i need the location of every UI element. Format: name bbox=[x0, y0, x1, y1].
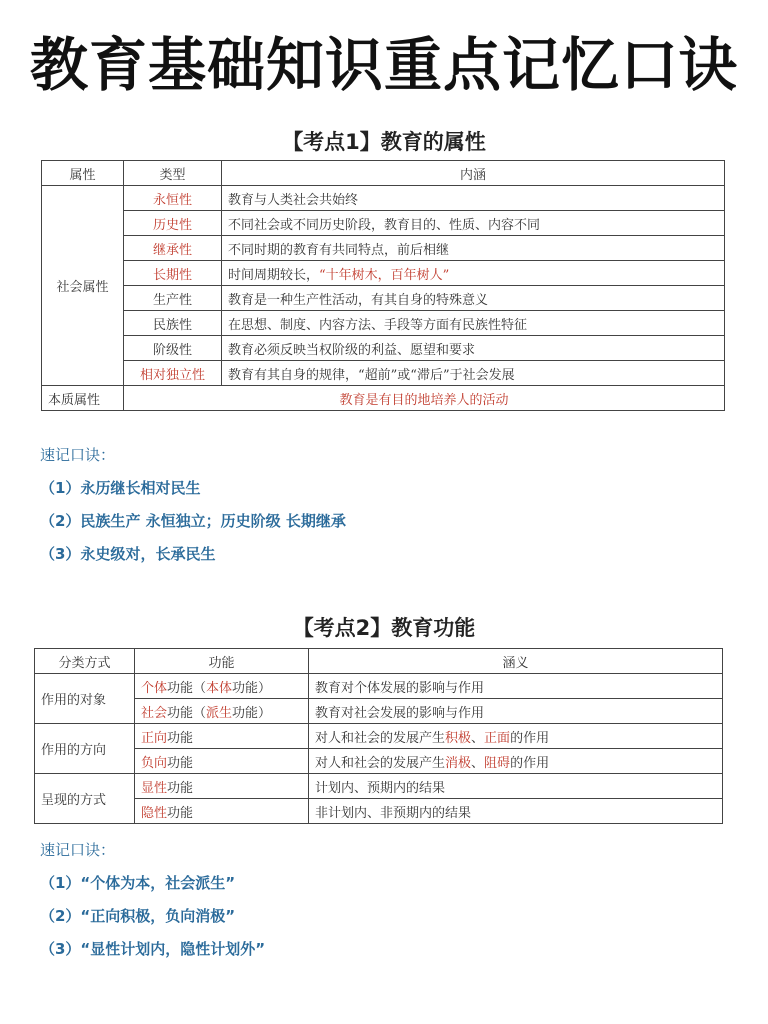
group-label-social: 社会属性 bbox=[42, 186, 124, 386]
header-function: 功能 bbox=[135, 649, 309, 674]
meaning-cell: 在思想、制度、内容方法、手段等方面有民族性特征 bbox=[222, 311, 725, 336]
meaning-cell bbox=[309, 799, 723, 824]
function-text: 功能） bbox=[232, 680, 272, 696]
meaning-highlight: 正面 bbox=[484, 730, 511, 746]
meaning-text: 对人和社会的发展产生 bbox=[315, 755, 446, 771]
meaning-text: 教育对个体发展的影响与作用 bbox=[315, 680, 485, 696]
function-text: 功能 bbox=[167, 730, 194, 746]
table-row bbox=[35, 749, 723, 774]
meaning-cell bbox=[309, 774, 723, 799]
type-cell: 继承性 bbox=[124, 236, 222, 261]
group-label: 作用的方向 bbox=[35, 724, 135, 774]
type-cell: 历史性 bbox=[124, 211, 222, 236]
function-text: 功能） bbox=[232, 705, 272, 721]
function-key: 个体 bbox=[141, 680, 168, 696]
meaning-text: 的作用 bbox=[510, 755, 550, 771]
table-row bbox=[42, 186, 725, 211]
recall-title-1: 速记口诀： bbox=[40, 446, 116, 464]
meaning-cell bbox=[222, 261, 725, 286]
header-meaning: 内涵 bbox=[222, 161, 725, 186]
function-text: 功能（ bbox=[167, 680, 207, 696]
function-text: 功能 bbox=[167, 780, 194, 796]
function-cell bbox=[135, 799, 309, 824]
header-meaning: 涵义 bbox=[309, 649, 723, 674]
meaning-cell: 不同时期的教育有共同特点，前后相继 bbox=[222, 236, 725, 261]
function-key: 社会 bbox=[141, 705, 168, 721]
type-cell: 长期性 bbox=[124, 261, 222, 286]
function-cell bbox=[135, 724, 309, 749]
meaning-cell bbox=[309, 724, 723, 749]
meaning-highlight: “十年树木，百年树人” bbox=[319, 267, 450, 283]
table-row bbox=[42, 311, 725, 336]
meaning-highlight: 阻碍 bbox=[484, 755, 511, 771]
table-row bbox=[35, 724, 723, 749]
recall-line-1-1: （1）永历继长相对民生 bbox=[40, 479, 201, 497]
type-cell: 永恒性 bbox=[124, 186, 222, 211]
recall-line-2-1: （1）“个体为本，社会派生” bbox=[40, 874, 236, 892]
section1-title: 【考点1】教育的属性 bbox=[282, 130, 486, 154]
table-header-row bbox=[35, 649, 723, 674]
table-row bbox=[42, 361, 725, 386]
meaning-cell: 教育是一种生产性活动，有其自身的特殊意义 bbox=[222, 286, 725, 311]
header-type: 类型 bbox=[124, 161, 222, 186]
table-row bbox=[42, 286, 725, 311]
function-key: 正向 bbox=[141, 730, 168, 746]
table-row bbox=[35, 774, 723, 799]
function-text: 功能 bbox=[167, 805, 194, 821]
meaning-cell: 教育有其自身的规律，“超前”或“滞后”于社会发展 bbox=[222, 361, 725, 386]
meaning-text: 的作用 bbox=[510, 730, 550, 746]
recall-line-2-3: （3）“显性计划内，隐性计划外” bbox=[40, 940, 266, 958]
function-alias: 本体 bbox=[206, 680, 233, 696]
function-key: 显性 bbox=[141, 780, 168, 796]
meaning-text: 、 bbox=[471, 730, 485, 746]
header-classification: 分类方式 bbox=[35, 649, 135, 674]
meaning-text: 非计划内、非预期内的结果 bbox=[315, 805, 472, 821]
type-cell: 生产性 bbox=[124, 286, 222, 311]
function-cell bbox=[135, 699, 309, 724]
type-cell: 阶级性 bbox=[124, 336, 222, 361]
recall-line-1-3: （3）永史级对，长承民生 bbox=[40, 545, 216, 563]
attributes-table bbox=[41, 160, 725, 411]
function-cell bbox=[135, 749, 309, 774]
function-key: 隐性 bbox=[141, 805, 168, 821]
function-text: 功能（ bbox=[167, 705, 207, 721]
meaning-highlight: 消极 bbox=[445, 755, 472, 771]
section2-title: 【考点2】教育功能 bbox=[292, 616, 476, 640]
group-label-essence: 本质属性 bbox=[42, 386, 124, 411]
meaning-cell: 教育与人类社会共始终 bbox=[222, 186, 725, 211]
meaning-cell bbox=[309, 674, 723, 699]
meaning-text: 、 bbox=[471, 755, 485, 771]
type-cell: 相对独立性 bbox=[124, 361, 222, 386]
table-row bbox=[35, 674, 723, 699]
function-cell bbox=[135, 774, 309, 799]
table-row bbox=[35, 799, 723, 824]
recall-line-2-2: （2）“正向积极，负向消极” bbox=[40, 907, 236, 925]
table-row bbox=[42, 211, 725, 236]
meaning-highlight: 积极 bbox=[445, 730, 472, 746]
recall-title-2: 速记口诀： bbox=[40, 841, 116, 859]
group-label: 呈现的方式 bbox=[35, 774, 135, 824]
meaning-text: 对人和社会的发展产生 bbox=[315, 730, 446, 746]
table-row bbox=[42, 236, 725, 261]
table-row bbox=[42, 336, 725, 361]
meaning-text: 教育对社会发展的影响与作用 bbox=[315, 705, 485, 721]
meaning-text: 计划内、预期内的结果 bbox=[315, 780, 446, 796]
meaning-cell bbox=[309, 699, 723, 724]
function-text: 功能 bbox=[167, 755, 194, 771]
meaning-cell bbox=[309, 749, 723, 774]
meaning-cell: 教育必须反映当权阶级的利益、愿望和要求 bbox=[222, 336, 725, 361]
meaning-text: 时间周期较长， bbox=[228, 267, 320, 283]
essence-value: 教育是有目的地培养人的活动 bbox=[124, 386, 725, 411]
function-key: 负向 bbox=[141, 755, 168, 771]
functions-table bbox=[34, 648, 723, 824]
recall-line-1-2: （2）民族生产 永恒独立；历史阶级 长期继承 bbox=[40, 512, 346, 530]
table-row bbox=[42, 386, 725, 411]
group-label: 作用的对象 bbox=[35, 674, 135, 724]
table-row bbox=[42, 261, 725, 286]
function-alias: 派生 bbox=[206, 705, 233, 721]
type-cell: 民族性 bbox=[124, 311, 222, 336]
table-row bbox=[35, 699, 723, 724]
header-attribute: 属性 bbox=[42, 161, 124, 186]
function-cell bbox=[135, 674, 309, 699]
page-title: 教育基础知识重点记忆口诀 bbox=[29, 31, 738, 99]
table-header-row bbox=[42, 161, 725, 186]
meaning-cell: 不同社会或不同历史阶段，教育目的、性质、内容不同 bbox=[222, 211, 725, 236]
